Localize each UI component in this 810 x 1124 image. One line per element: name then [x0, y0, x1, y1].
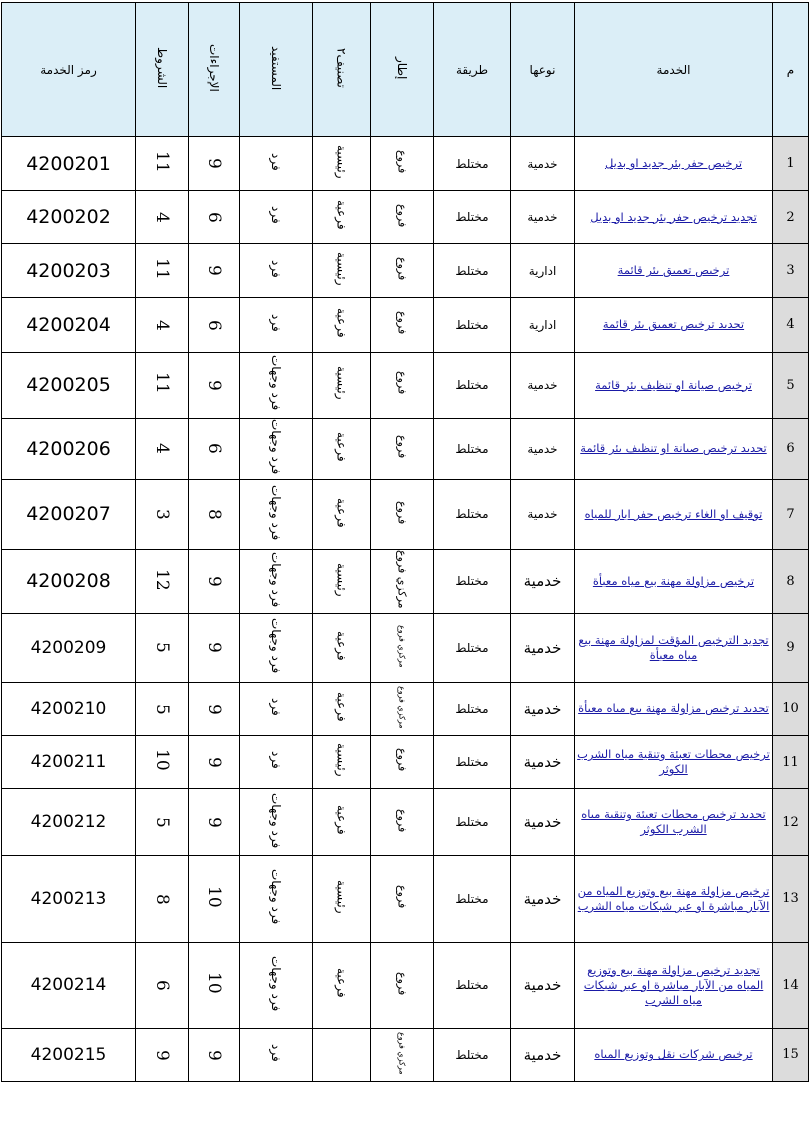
classification-cell [313, 856, 371, 942]
kind-cell: ادارية [511, 244, 575, 298]
frame-label: مركزي فروع [397, 624, 407, 668]
header-frame-label: إطار [395, 56, 409, 80]
method-cell: مختلط [434, 789, 511, 856]
classification-label: فرعية [334, 968, 349, 998]
procedures-cell [189, 789, 240, 856]
row-number: 7 [773, 479, 809, 549]
table-row [2, 682, 809, 735]
beneficiary-label: فرد وجهات [269, 419, 283, 475]
service-link[interactable]: ترخيص محطات تعبئة وتنقية مياه الشرب الكوثر [577, 747, 770, 777]
frame-label: فروع [395, 435, 409, 459]
classification-label: فرعية [334, 308, 349, 338]
procedures-cell [189, 352, 240, 418]
procedures-value: 9 [204, 756, 224, 768]
procedures-value: 10 [204, 972, 224, 994]
classification-cell [313, 418, 371, 479]
header-method: طريقة [434, 3, 511, 137]
service-cell [575, 191, 773, 244]
classification-cell [313, 736, 371, 789]
row-number: 13 [773, 856, 809, 942]
service-code-cell: 4200212 [2, 789, 136, 856]
row-number: 15 [773, 1028, 809, 1081]
frame-label: فروع [395, 500, 409, 524]
service-cell [575, 418, 773, 479]
method-cell: مختلط [434, 736, 511, 789]
classification-cell [313, 942, 371, 1028]
beneficiary-label: فرد [269, 698, 283, 716]
row-number: 14 [773, 942, 809, 1028]
frame-cell [371, 549, 434, 613]
procedures-value: 9 [204, 1049, 224, 1061]
service-code-cell: 4200201 [2, 137, 136, 191]
conditions-cell [136, 191, 189, 244]
beneficiary-cell [240, 736, 313, 789]
table-body [2, 137, 809, 1082]
conditions-cell [136, 942, 189, 1028]
conditions-value: 10 [152, 749, 172, 771]
row-number: 9 [773, 613, 809, 682]
beneficiary-label: فرد [269, 206, 283, 225]
service-code-cell: 4200214 [2, 942, 136, 1028]
procedures-cell [189, 1028, 240, 1081]
procedures-value: 6 [204, 211, 224, 223]
procedures-value: 9 [204, 379, 224, 391]
service-code-cell: 4200208 [2, 549, 136, 613]
kind-cell: خدمية [511, 613, 575, 682]
beneficiary-label: فرد وجهات [269, 955, 283, 1011]
table-row [2, 298, 809, 352]
conditions-value: 5 [152, 816, 172, 828]
procedures-cell [189, 191, 240, 244]
classification-cell [313, 479, 371, 549]
frame-label: مركزي فروع [397, 685, 407, 729]
service-code-cell: 4200211 [2, 736, 136, 789]
frame-cell [371, 682, 434, 735]
frame-cell [371, 789, 434, 856]
header-beneficiary [240, 3, 313, 137]
service-link[interactable]: ترخيص شركات نقل وتوزيع المياه [594, 1047, 753, 1062]
service-link[interactable]: ترخيص مزاولة مهنة بيع وتوزيع المياه من الآبار مباشرة او عبر شبكات مياه الشرب [577, 883, 770, 913]
service-code-cell: 4200204 [2, 298, 136, 352]
conditions-cell [136, 479, 189, 549]
frame-cell [371, 479, 434, 549]
method-cell: مختلط [434, 549, 511, 613]
header-classification-label: تصنيف٢ [334, 48, 349, 88]
method-cell: مختلط [434, 479, 511, 549]
beneficiary-cell [240, 682, 313, 735]
services-table [1, 2, 809, 1082]
kind-cell: خدمية [511, 736, 575, 789]
method-cell: مختلط [434, 137, 511, 191]
classification-label: رئيسية [334, 144, 349, 179]
procedures-cell [189, 736, 240, 789]
row-number: 3 [773, 244, 809, 298]
header-kind: نوعها [511, 3, 575, 137]
beneficiary-cell [240, 1028, 313, 1081]
conditions-cell [136, 418, 189, 479]
kind-cell: خدمية [511, 789, 575, 856]
beneficiary-cell [240, 418, 313, 479]
classification-cell [313, 137, 371, 191]
frame-label: فروع [395, 149, 409, 174]
table-row [2, 418, 809, 479]
beneficiary-label: فرد [269, 152, 283, 171]
beneficiary-cell [240, 942, 313, 1028]
frame-label: فروع [395, 257, 409, 281]
frame-label: مركزي فروع [395, 550, 409, 609]
procedures-cell [189, 244, 240, 298]
service-link[interactable]: ترخيص حفر بئر جديد او بديل [604, 156, 743, 171]
frame-cell [371, 736, 434, 789]
method-cell: مختلط [434, 244, 511, 298]
method-cell: مختلط [434, 352, 511, 418]
kind-cell: خدمية [511, 549, 575, 613]
classification-label: رئيسية [334, 743, 349, 777]
procedures-cell [189, 549, 240, 613]
classification-label: فرعية [334, 692, 349, 722]
frame-label: فروع [395, 808, 409, 832]
service-cell [575, 352, 773, 418]
procedures-cell [189, 682, 240, 735]
classification-label: فرعية [334, 631, 349, 661]
procedures-value: 8 [204, 509, 224, 520]
service-link[interactable]: تجديد ترخيص مزاولة مهنة بيع وتوزيع المياه من الآبار مباشرة او عبر شبكات مياه الشرب [583, 962, 764, 1007]
row-number: 10 [773, 682, 809, 735]
procedures-value: 9 [204, 158, 224, 170]
classification-cell [313, 549, 371, 613]
frame-cell [371, 298, 434, 352]
conditions-value: 5 [152, 703, 172, 715]
kind-cell: خدمية [511, 942, 575, 1028]
method-cell: مختلط [434, 298, 511, 352]
classification-cell [313, 244, 371, 298]
method-cell: مختلط [434, 1028, 511, 1081]
conditions-cell [136, 1028, 189, 1081]
procedures-value: 6 [204, 319, 224, 331]
beneficiary-label: فرد وجهات [269, 355, 283, 411]
header-code: رمز الخدمة [2, 3, 136, 137]
classification-label: فرعية [334, 497, 349, 528]
method-cell: مختلط [434, 418, 511, 479]
frame-cell [371, 352, 434, 418]
header-conditions [136, 3, 189, 137]
service-cell [575, 1028, 773, 1081]
conditions-value: 9 [152, 1049, 172, 1061]
classification-label: رئيسية [334, 880, 349, 914]
header-num: م [773, 3, 809, 137]
procedures-value: 9 [204, 703, 224, 715]
conditions-value: 4 [152, 319, 172, 331]
conditions-cell [136, 789, 189, 856]
service-link[interactable]: تجديد ترخيص حفر بئر جديد او بديل [590, 209, 757, 224]
conditions-cell [136, 682, 189, 735]
row-number: 1 [773, 137, 809, 191]
service-cell [575, 856, 773, 942]
beneficiary-cell [240, 244, 313, 298]
beneficiary-label: فرد [269, 751, 283, 769]
kind-cell: خدمية [511, 856, 575, 942]
table-row [2, 856, 809, 942]
service-link[interactable]: تجديد ترخيص صيانة او تنظيف بئر قائمة [580, 441, 767, 456]
frame-label: فروع [395, 971, 409, 995]
procedures-value: 9 [204, 816, 224, 828]
table-row [2, 736, 809, 789]
method-cell: مختلط [434, 613, 511, 682]
frame-cell [371, 613, 434, 682]
kind-cell: خدمية [511, 1028, 575, 1081]
beneficiary-label: فرد [269, 314, 283, 332]
frame-label: فروع [395, 885, 409, 909]
frame-cell [371, 856, 434, 942]
conditions-value: 6 [152, 979, 172, 991]
header-conditions-label: الشروط [155, 47, 169, 89]
frame-cell [371, 1028, 434, 1081]
beneficiary-cell [240, 856, 313, 942]
conditions-cell [136, 856, 189, 942]
table-row [2, 549, 809, 613]
procedures-cell [189, 942, 240, 1028]
beneficiary-label: فرد [269, 259, 283, 278]
conditions-cell [136, 352, 189, 418]
classification-cell [313, 613, 371, 682]
conditions-value: 8 [152, 893, 172, 905]
beneficiary-cell [240, 352, 313, 418]
method-cell: مختلط [434, 682, 511, 735]
beneficiary-label: فرد [269, 1044, 283, 1062]
conditions-value: 5 [152, 642, 172, 654]
service-cell [575, 549, 773, 613]
frame-label: فروع [395, 203, 409, 227]
kind-cell: خدمية [511, 191, 575, 244]
beneficiary-label: فرد وجهات [269, 551, 283, 607]
row-number: 2 [773, 191, 809, 244]
conditions-value: 12 [152, 568, 172, 591]
header-service: الخدمة [575, 3, 773, 137]
header-procedures [189, 3, 240, 137]
classification-label: رئيسية [334, 366, 349, 400]
conditions-cell [136, 137, 189, 191]
procedures-cell [189, 479, 240, 549]
method-cell: مختلط [434, 942, 511, 1028]
method-cell: مختلط [434, 856, 511, 942]
service-code-cell: 4200206 [2, 418, 136, 479]
table-row [2, 942, 809, 1028]
beneficiary-cell [240, 789, 313, 856]
frame-label: فروع [395, 311, 409, 335]
service-code-cell: 4200207 [2, 479, 136, 549]
service-code-cell: 4200202 [2, 191, 136, 244]
procedures-value: 9 [204, 576, 224, 587]
beneficiary-cell [240, 549, 313, 613]
classification-cell [313, 789, 371, 856]
table-row [2, 352, 809, 418]
service-code-cell: 4200205 [2, 352, 136, 418]
table-row [2, 1028, 809, 1081]
row-number: 11 [773, 736, 809, 789]
header-frame [371, 3, 434, 137]
classification-label: رئيسية [334, 252, 349, 286]
service-link[interactable]: توقيف او الغاء ترخيص حفر ابار للمياه [584, 506, 763, 521]
header-row [2, 3, 809, 137]
row-number: 6 [773, 418, 809, 479]
conditions-cell [136, 549, 189, 613]
service-code-cell: 4200203 [2, 244, 136, 298]
procedures-cell [189, 418, 240, 479]
row-number: 12 [773, 789, 809, 856]
kind-cell: خدمية [511, 682, 575, 735]
classification-label: فرعية [334, 431, 349, 462]
service-link[interactable]: ترخيص تعميق بئر قائمة [617, 263, 730, 278]
beneficiary-label: فرد وجهات [269, 792, 283, 848]
conditions-value: 3 [152, 509, 172, 520]
procedures-cell [189, 856, 240, 942]
kind-cell: خدمية [511, 352, 575, 418]
service-link[interactable]: ترخيص مزاولة مهنة بيع مياه معبأة [592, 573, 755, 588]
service-cell [575, 244, 773, 298]
classification-cell [313, 298, 371, 352]
table-row [2, 191, 809, 244]
conditions-cell [136, 613, 189, 682]
frame-cell [371, 942, 434, 1028]
conditions-cell [136, 298, 189, 352]
procedures-value: 10 [204, 886, 224, 908]
method-cell: مختلط [434, 191, 511, 244]
conditions-value: 4 [152, 211, 172, 223]
beneficiary-label: فرد وجهات [269, 869, 283, 925]
frame-cell [371, 418, 434, 479]
classification-cell [313, 352, 371, 418]
header-beneficiary-label: المستفيد [269, 45, 283, 91]
frame-label: فروع [395, 748, 409, 772]
beneficiary-cell [240, 137, 313, 191]
table-row [2, 137, 809, 191]
service-cell [575, 613, 773, 682]
procedures-cell [189, 613, 240, 682]
service-cell [575, 736, 773, 789]
service-link[interactable]: تجديد ترخيص محطات تعبئة وتنقية مياه الشرب الكوثر [581, 807, 766, 837]
header-procedures-label: الإجراءات [207, 44, 221, 92]
table-row [2, 789, 809, 856]
classification-label: فرعية [334, 200, 349, 230]
kind-cell: ادارية [511, 298, 575, 352]
frame-label: فروع [395, 371, 409, 395]
beneficiary-cell [240, 298, 313, 352]
service-link[interactable]: تجديد ترخيص مزاولة مهنة بيع مياه معبأة [578, 701, 769, 716]
beneficiary-cell [240, 479, 313, 549]
classification-label: رئيسية [334, 562, 349, 597]
service-cell [575, 682, 773, 735]
procedures-cell [189, 137, 240, 191]
row-number: 8 [773, 549, 809, 613]
beneficiary-label: فرد وجهات [269, 484, 283, 540]
procedures-value: 9 [204, 265, 224, 277]
beneficiary-label: فرد وجهات [269, 618, 283, 674]
table-row [2, 613, 809, 682]
kind-cell: خدمية [511, 418, 575, 479]
frame-cell [371, 244, 434, 298]
procedures-value: 6 [204, 443, 224, 455]
table-row [2, 479, 809, 549]
service-code-cell: 4200210 [2, 682, 136, 735]
service-cell [575, 137, 773, 191]
table-row [2, 244, 809, 298]
conditions-value: 11 [152, 257, 172, 280]
service-link[interactable]: تجديد ترخيص تعميق بئر قائمة [602, 317, 745, 332]
kind-cell: خدمية [511, 479, 575, 549]
conditions-value: 11 [152, 372, 172, 394]
frame-cell [371, 137, 434, 191]
frame-label: مركزي فروع [397, 1031, 407, 1075]
header-classification [313, 3, 371, 137]
classification-label: فرعية [334, 805, 349, 836]
kind-cell: خدمية [511, 137, 575, 191]
conditions-cell [136, 244, 189, 298]
classification-cell [313, 191, 371, 244]
row-number: 4 [773, 298, 809, 352]
classification-cell [313, 1028, 371, 1081]
service-cell [575, 298, 773, 352]
service-link[interactable]: ترخيص صيانة او تنظيف بئر قائمة [595, 377, 752, 392]
classification-cell [313, 682, 371, 735]
beneficiary-cell [240, 613, 313, 682]
row-number: 5 [773, 352, 809, 418]
conditions-value: 11 [152, 150, 172, 173]
beneficiary-cell [240, 191, 313, 244]
service-code-cell: 4200213 [2, 856, 136, 942]
procedures-cell [189, 298, 240, 352]
conditions-value: 4 [152, 443, 172, 455]
conditions-cell [136, 736, 189, 789]
procedures-value: 9 [204, 642, 224, 654]
service-cell [575, 479, 773, 549]
service-cell [575, 789, 773, 856]
service-link[interactable]: تجديد الترخيص المؤقت لمزاولة مهنة بيع مياه معبأة [578, 632, 769, 662]
service-code-cell: 4200209 [2, 613, 136, 682]
frame-cell [371, 191, 434, 244]
service-code-cell: 4200215 [2, 1028, 136, 1081]
service-cell [575, 942, 773, 1028]
